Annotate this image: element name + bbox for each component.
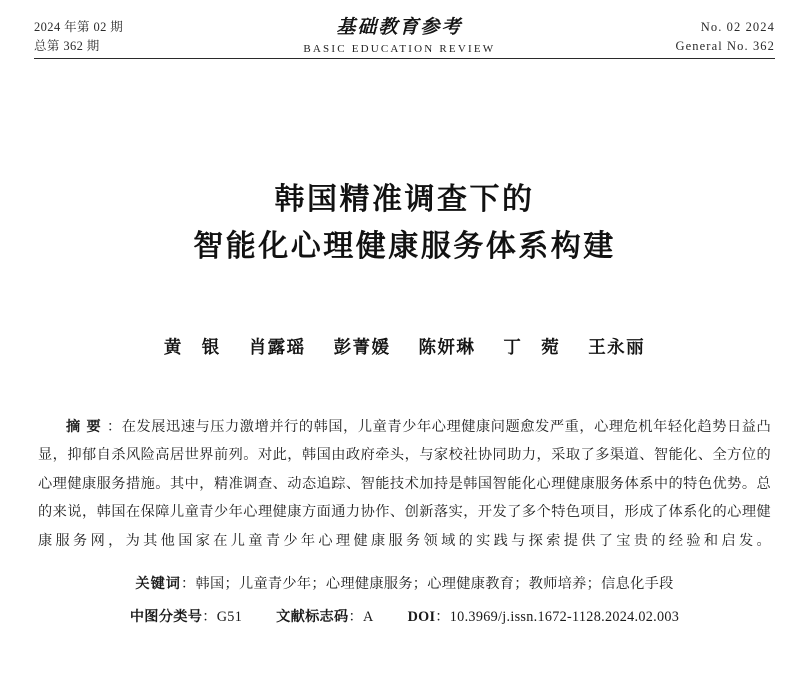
document-code xyxy=(276,604,374,631)
abstract-text: ：在发展迅速与压力激增并行的韩国，儿童青少年心理健康问题愈发严重，心理危机年轻化趋势日益凸显，抑郁自杀风险高居世界前列。对此，韩国由政府牵头，与家校社协同助力，采取了多渠道、智能化、全方位的心理健康服务措施。其中，精准调查、动态追踪、智能技术加持是韩国智能化心理健康服务体系中的特色优势。总的来说，韩国在保障儿童青少年心理健康方面通力协作、创新落实，开发了多个特色项目，形成了体系化的心理健康服务网，为其他国家在儿童青少年心理健康服务领域的实践与探索提供了宝贵的经验和启发。 xyxy=(38,419,771,549)
header-divider xyxy=(34,58,775,59)
serial-number-cn: 总第 362 期 xyxy=(34,39,100,54)
clc-number xyxy=(130,604,242,631)
running-head xyxy=(32,0,777,55)
clc-value: ：G51 xyxy=(202,609,243,626)
doi-label: DOI xyxy=(407,609,436,626)
page-title xyxy=(32,177,777,270)
issue-number-en: No. 02 2024 xyxy=(700,20,775,34)
author-name: 丁 菀 xyxy=(503,337,561,357)
journal-title-block xyxy=(123,16,675,55)
author-name: 陈妍琳 xyxy=(418,337,476,357)
issue-info-right xyxy=(676,18,777,57)
issue-number-cn: 2024 年第 02 期 xyxy=(34,20,124,34)
abstract-label: 摘要 xyxy=(66,419,107,435)
journal-title-en: BASIC EDUCATION REVIEW xyxy=(303,42,496,55)
keywords-line xyxy=(38,571,771,598)
author-name: 肖露瑶 xyxy=(248,337,306,357)
abstract-paragraph xyxy=(38,413,771,555)
article-metadata xyxy=(38,604,771,631)
issue-info-left xyxy=(32,18,123,57)
serial-number-en: General No. 362 xyxy=(675,39,775,54)
keywords-text: ：韩国；儿童青少年；心理健康服务；心理健康教育；教师培养；信息化手段 xyxy=(181,576,674,593)
author-name: 黄 银 xyxy=(163,337,221,357)
title-line-2: 智能化心理健康服务体系构建 xyxy=(193,229,616,263)
journal-title-cn: 基础教育参考 xyxy=(336,17,463,38)
clc-label: 中图分类号 xyxy=(129,609,203,626)
doi-value: ：10.3969/j.issn.1672-1128.2024.02.003 xyxy=(435,609,680,626)
doi xyxy=(408,604,680,631)
document-code-label: 文献标志码 xyxy=(276,609,349,626)
author-name: 彭菁媛 xyxy=(333,337,391,357)
keywords-label: 关键词 xyxy=(135,576,181,593)
document-code-value: ：A xyxy=(348,609,374,626)
title-line-1: 韩国精准调查下的 xyxy=(274,183,535,216)
author-list xyxy=(32,334,777,359)
author-name: 王永丽 xyxy=(588,337,646,357)
